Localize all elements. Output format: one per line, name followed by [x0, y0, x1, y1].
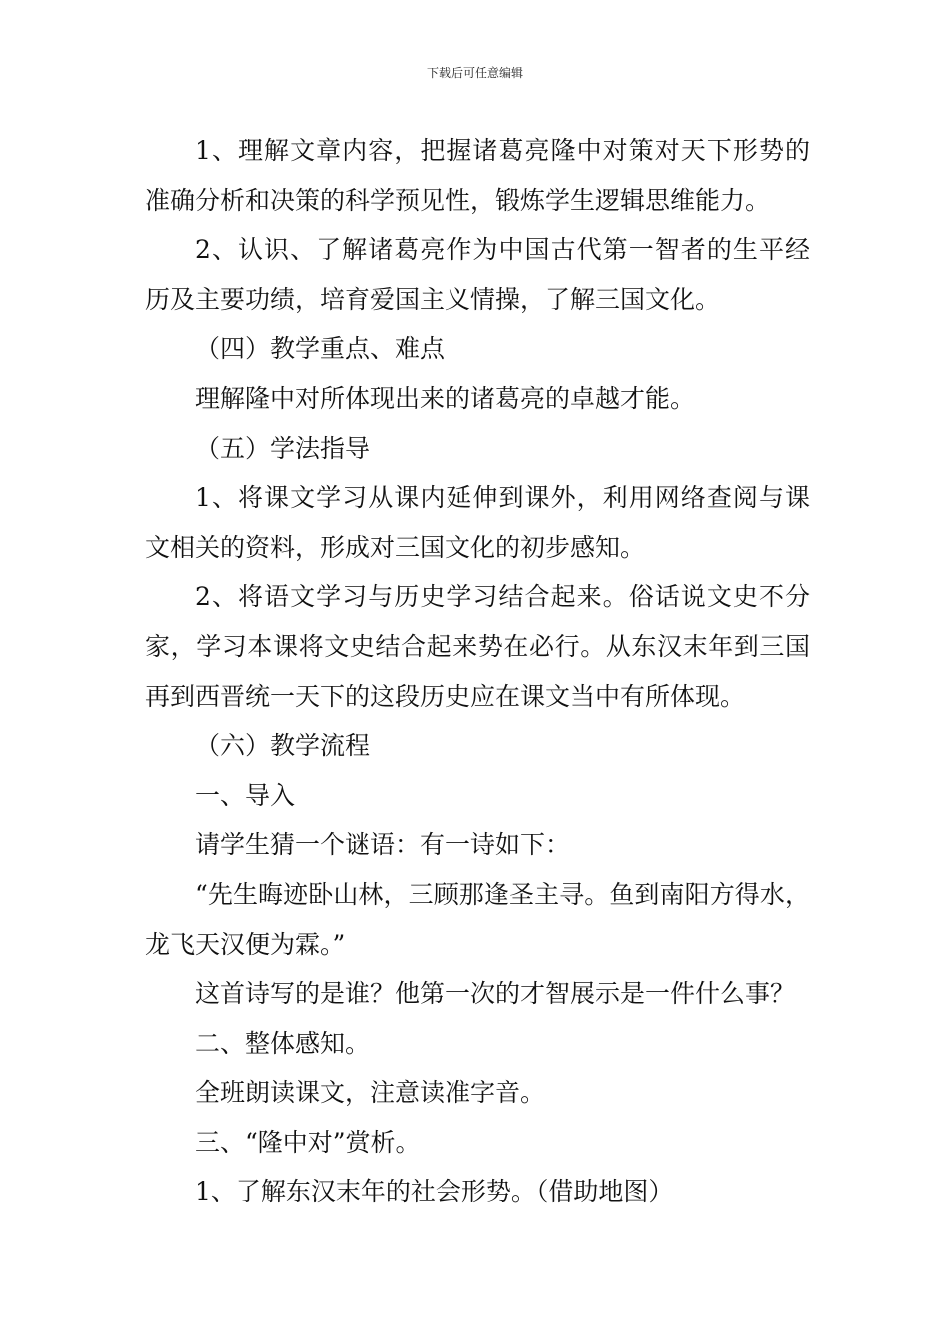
section-heading: （四）教学重点、难点	[195, 334, 446, 364]
paragraph: 请学生猜一个谜语：有一诗如下：	[195, 830, 571, 860]
poem-quote: “先生晦迹卧山林，三顾那逢圣主寻。鱼到南阳方得水，龙飞天汉便为霖。”	[145, 879, 810, 959]
subsection-heading: 二、整体感知。	[195, 1028, 371, 1058]
paragraph: 理解隆中对所体现出来的诸葛亮的卓越才能。	[195, 383, 696, 413]
section-heading: （六）教学流程	[195, 731, 371, 761]
document-body	[145, 126, 810, 1217]
paragraph: 全班朗读课文，注意读准字音。	[195, 1078, 546, 1108]
paragraph: 1、理解文章内容，把握诸葛亮隆中对策对天下形势的准确分析和决策的科学预见性，锻炼学生逻辑思维能力。	[145, 136, 810, 215]
paragraph: 2、将语文学习与历史学习结合起来。俗话说文史不分家，学习本课将文史结合起来势在必行。从东汉末年到三国再到西晋统一天下的这段历史应在课文当中有所体现。	[145, 582, 810, 711]
paragraph: 2、认识、了解诸葛亮作为中国古代第一智者的生平经历及主要功绩，培育爱国主义情操，了解三国文化。	[145, 235, 810, 314]
page-header: 下载后可任意编辑	[426, 66, 523, 80]
subsection-heading: 一、导入	[195, 780, 296, 810]
section-heading: （五）学法指导	[195, 433, 371, 463]
subsection-heading: 三、“隆中对”赏析。	[195, 1127, 421, 1157]
paragraph: 1、了解东汉末年的社会形势。（借助地图）	[195, 1177, 674, 1207]
paragraph: 这首诗写的是谁？他第一次的才智展示是一件什么事？	[195, 979, 796, 1009]
paragraph: 1、将课文学习从课内延伸到课外，利用网络查阅与课文相关的资料，形成对三国文化的初步感知。	[145, 483, 810, 562]
